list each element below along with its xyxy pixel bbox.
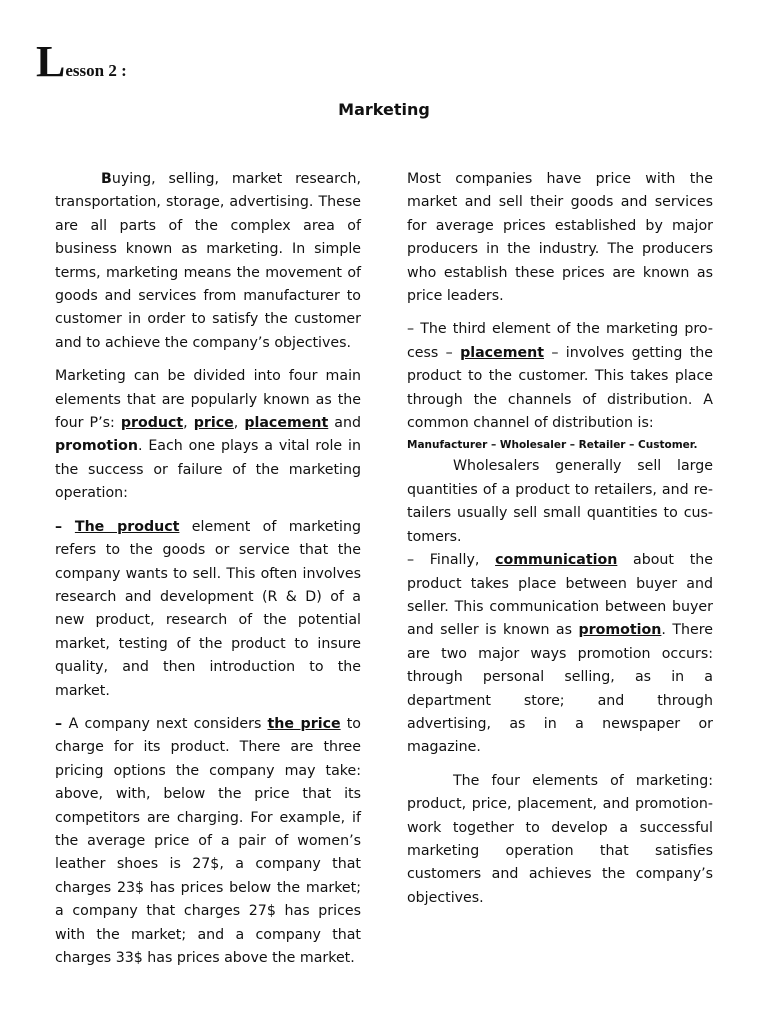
communication-text-2: about the product takes place between buyer and seller. This communication between buyer and seller is known as: [407, 552, 713, 639]
placement-text-1: – The third element of the marketing pro-cess –: [407, 321, 713, 361]
intro-initial: B: [101, 171, 112, 187]
lesson-heading-rest: esson 2 :: [65, 61, 127, 80]
four-ps-text-2: and: [328, 415, 361, 432]
four-ps-comma-2: ,: [233, 415, 245, 432]
page-title: Marketing: [338, 100, 430, 119]
term-placement: placement: [244, 415, 329, 432]
left-column: [55, 168, 361, 980]
product-dash: –: [55, 518, 75, 535]
four-ps-text-1: Marketing can be divided into four main elements that are popularly known as the four P’s:: [55, 368, 361, 432]
four-ps-comma-1: ,: [183, 415, 194, 432]
term-placement-right: placement: [460, 344, 544, 361]
price-dash: –: [55, 715, 69, 732]
term-communication: communication: [495, 552, 618, 569]
placement-text-2: – involves getting the product to the customer. This takes place through the channels of distribution. A common channel of distribution is:: [407, 344, 713, 432]
intro-text: uying, selling, market research, transportation, storage, advertising. These are all parts of the complex area of business known as marketing. In simple terms, marketing means the movement of goods and services from manufacturer to customer in order to satisfy the customer and to achieve the company’s objectives.: [55, 171, 361, 351]
lesson-heading: [36, 37, 127, 86]
wholesalers-paragraph: Wholesalers generally sell large quantities of a product to retailers, and re-tailers usually sell small quantities to cus-tomers.: [407, 458, 713, 545]
price-leaders-paragraph: Most companies have price with the market and sell their goods and services for average prices established by major producers in the industry. The producers who establish these prices are known as price leaders.: [407, 171, 713, 305]
communication-paragraph: [407, 549, 713, 760]
price-text-1: A company next considers: [68, 715, 268, 732]
four-ps-text-3: . Each one plays a vital role in the success or failure of the marketing operation:: [55, 438, 361, 502]
product-text: element of marketing refers to the goods or service that the company wants to sell. This often involves research and development (R & D) of a new product, research of the potential market, testing of the product to insure quality, and then introduction to the market.: [55, 518, 361, 699]
lesson-heading-initial: L: [36, 37, 66, 86]
right-column: [407, 168, 713, 920]
communication-text-3: . There are two major ways promotion occurs: through personal selling, as in a department store; and through advertising, as in a newspaper or magazine.: [407, 622, 713, 756]
price-text-2: to charge for its product. There are three pricing options the company may take: above, with, below the price that its competitors are charging. For example, if the average price of a pair of women’s leather shoes is 27$, a company that charges 23$ has prices below the market; a company that charges 27$ has prices with the market; and a company that charges 33$ has prices above the market.: [55, 715, 361, 966]
four-ps-paragraph: [55, 365, 361, 505]
term-product: product: [120, 415, 184, 432]
term-promotion-right: promotion: [578, 622, 662, 639]
communication-text-1: – Finally,: [407, 552, 496, 569]
summary-paragraph: The four elements of marketing: product, price, placement, and promotion-work together to develop a successful marketing operation that satisfies customers and achieves the company’s objectives.: [407, 772, 713, 906]
price-paragraph: [55, 713, 361, 970]
term-the-price: the price: [267, 715, 341, 732]
term-price: price: [193, 415, 234, 432]
intro-paragraph: [55, 168, 361, 355]
placement-paragraph: [407, 318, 713, 435]
term-the-product: The product: [74, 518, 180, 535]
distribution-channel: Manufacturer – Wholesaler – Retailer – Customer.: [407, 439, 698, 452]
product-paragraph: [55, 516, 361, 703]
term-promotion: promotion: [55, 438, 138, 455]
